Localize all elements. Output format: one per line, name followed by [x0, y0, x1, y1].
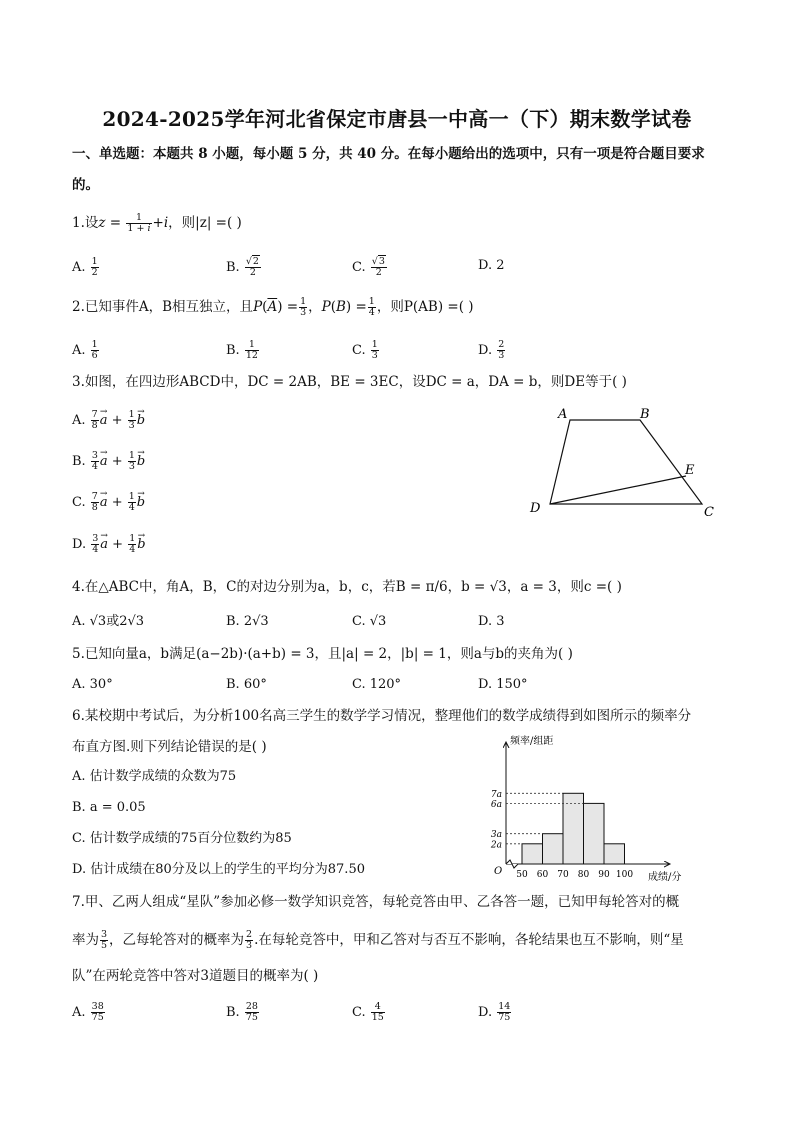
y-tick-label: 6a [490, 799, 502, 810]
label-d: D [530, 501, 541, 516]
q7-option-c[interactable]: C. $\frac{4}{15}$ [352, 1001, 384, 1023]
frequency-histogram [478, 732, 700, 884]
fraction: $\frac{1}{1 + i}$ [127, 212, 151, 234]
question-6-cont: 布直方图.则下列结论错误的是( ) [72, 739, 267, 755]
q6-option-c[interactable]: C. 估计数学成绩的75百分位数约为85 [72, 831, 292, 846]
q1-option-c[interactable]: C. $\frac{√3}{2}$ [352, 256, 385, 278]
histogram-bar [604, 844, 625, 864]
q7-option-d[interactable]: D. $\frac{14}{75}$ [478, 1001, 511, 1023]
q3-option-c[interactable]: C. $\frac{7}{8}$ → a + $\frac{1}{4}$ → b [72, 492, 145, 513]
question-1: 1.设z = $\frac{1}{1 + i}$ +i，则|z| =( ) [72, 212, 242, 234]
q6-option-b[interactable]: B. a = 0.05 [72, 800, 146, 815]
question-7-cont-2: 队”在两轮竞答中答对3道题目的概率为( ) [72, 968, 319, 984]
q4-option-c[interactable]: C. √3 [352, 614, 387, 629]
q7-option-b[interactable]: B. $\frac{28}{75}$ [226, 1001, 258, 1023]
q1-option-a[interactable]: A. $\frac{1}{2}$ [72, 256, 98, 278]
question-7: 7.甲、乙两人组成“星队”参加必修一数学知识竞答，每轮竞答由甲、乙各答一题，已知甲每轮答对的概 [72, 894, 680, 910]
question-6: 6.某校期中考试后，为分析100名高三学生的数学学习情况，整理他们的数学成绩得到如图所示的频率分 [72, 708, 692, 724]
quadrilateral-figure [520, 398, 730, 524]
x-tick-label: 100 [615, 870, 634, 880]
q2-option-b[interactable]: B. $\frac{1}{12}$ [226, 339, 258, 361]
section-heading: 一、单选题：本题共 8 小题，每小题 5 分，共 40 分。在每小题给出的选项中，只有一项是符合题目要求 [72, 146, 705, 162]
page-title: 2024-2025学年河北省保定市唐县一中高一（下）期末数学试卷 [102, 107, 692, 131]
x-tick-label: 70 [557, 870, 569, 880]
question-2: 2.已知事件A，B相互独立，且$P(\overline{A})$ = $\frac{1}{3}$ ，P(B) = $\frac{1}{4}$ ，则P(AB) =( ) [72, 296, 474, 318]
question-4: 4.在△ABC中，角A，B，C的对边分别为a，b，c，若B = π/6，b = √3，a = 3，则c =( ) [72, 579, 622, 595]
q2-option-a[interactable]: A. $\frac{1}{6}$ [72, 339, 98, 361]
x-tick-label: 50 [516, 870, 528, 880]
q3-option-b[interactable]: B. $\frac{3}{4}$ → a + $\frac{1}{3}$ → b [72, 451, 145, 472]
q4-option-b[interactable]: B. 2√3 [226, 614, 269, 629]
y-tick-label: 3a [490, 830, 502, 841]
q2-option-c[interactable]: C. $\frac{1}{3}$ [352, 339, 378, 361]
q5-option-c[interactable]: C. 120° [352, 677, 402, 692]
y-tick-label: 7a [490, 789, 502, 800]
q5-option-d[interactable]: D. 150° [478, 677, 528, 692]
y-axis-label: 频率/组距 [510, 736, 554, 747]
q4-option-d[interactable]: D. 3 [478, 614, 505, 629]
histogram-bar [543, 834, 564, 864]
label-e: E [685, 463, 695, 478]
question-1-prefix: 1.设 [72, 215, 99, 231]
label-a: A [558, 407, 568, 422]
q4-option-a[interactable]: A. √3或2√3 [72, 614, 145, 629]
x-tick-label: 90 [598, 870, 610, 880]
q7-option-a[interactable]: A. $\frac{38}{75}$ [72, 1001, 104, 1023]
question-5: 5.已知向量a，b满足(a−2b)·(a+b) = 3，且|a| = 2，|b| = 1，则a与b的夹角为( ) [72, 646, 573, 662]
x-tick-label: 60 [536, 870, 549, 880]
histogram-bar [522, 844, 543, 864]
question-1-suffix: ，则|z| =( ) [168, 215, 242, 231]
y-tick-label: 2a [490, 840, 502, 851]
q1-option-d[interactable]: D. 2 [478, 258, 505, 273]
x-tick-label: 80 [577, 870, 590, 880]
q3-option-a[interactable]: A. $\frac{7}{8}$ → a + $\frac{1}{3}$ → b [72, 410, 145, 431]
q6-option-a[interactable]: A. 估计数学成绩的众数为75 [72, 769, 237, 784]
q2-option-d[interactable]: D. $\frac{2}{3}$ [478, 339, 505, 361]
label-c: C [704, 505, 714, 520]
question-7-cont: 率为 $\frac{3}{5}$ ，乙每轮答对的概率为 $\frac{2}{3}$ .在每轮竞答中，甲和乙答对与否互不影响，各轮结果也互不影响，则“星 [72, 929, 684, 951]
q3-option-d[interactable]: D. $\frac{3}{4}$ → a + $\frac{1}{4}$ → b [72, 534, 146, 555]
axis-break [506, 860, 518, 868]
x-axis-label: 成绩/分 [648, 872, 682, 883]
q5-option-a[interactable]: A. 30° [72, 677, 113, 692]
origin-label: O [494, 866, 503, 877]
q1-option-b[interactable]: B. $\frac{√2}{2}$ [226, 256, 259, 278]
histogram-bar [563, 793, 584, 864]
label-b: B [640, 407, 650, 422]
q6-option-d[interactable]: D. 估计成绩在80分及以上的学生的平均分为87.50 [72, 862, 365, 877]
q5-option-b[interactable]: B. 60° [226, 677, 267, 692]
question-3: 3.如图，在四边形ABCD中，DC = 2AB，BE = 3EC，设DC = a，DA = b，则DE等于( ) [72, 374, 627, 390]
section-heading-cont: 的。 [72, 177, 99, 193]
histogram-bar [584, 803, 605, 864]
